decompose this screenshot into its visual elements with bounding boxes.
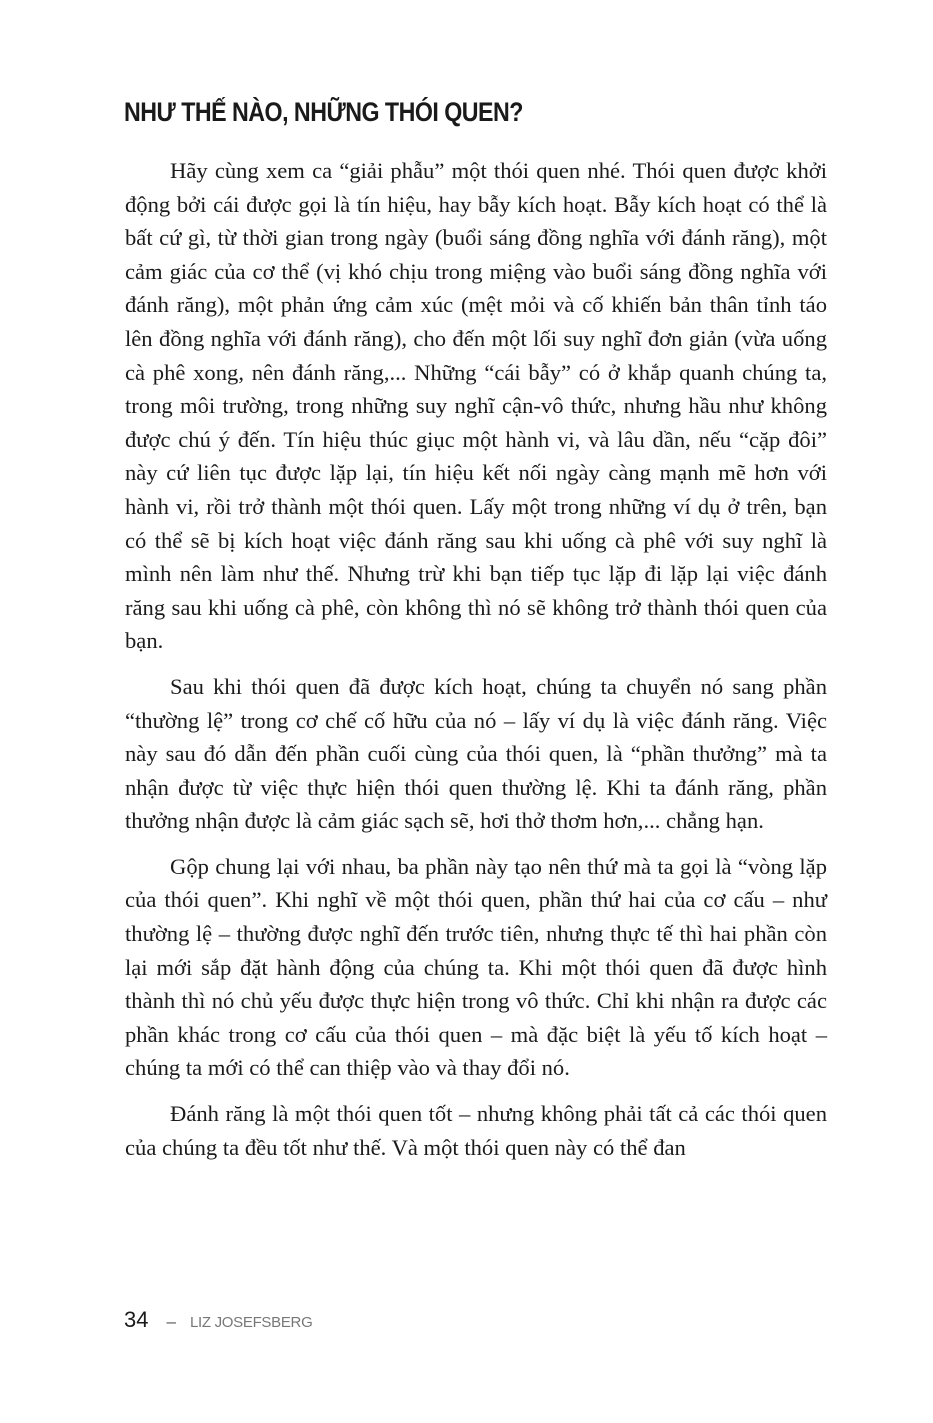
footer-separator: – xyxy=(166,1312,176,1331)
paragraph-2: Sau khi thói quen đã được kích hoạt, chúng ta chuyển nó sang phần “thường lệ” trong cơ chế cố hữu của nó – lấy ví dụ là việc đánh răng. Việc này sau đó dẫn đến phần cuối cùng của thói quen, là “phần thưởng” mà ta nhận được từ việc thực hiện thói quen thường lệ. Khi ta đánh răng, phần thưởng nhận được là cảm giác sạch sẽ, hơi thở thơm hơn,... chẳng hạn. xyxy=(125,673,827,834)
paragraph-3: Gộp chung lại với nhau, ba phần này tạo nên thứ mà ta gọi là “vòng lặp của thói quen”. Khi nghĩ về một thói quen, phần thứ hai của cơ cấu – như thường lệ – thường được nghĩ đến trước tiên, nhưng thực tế thì hai phần còn lại mới sắp đặt hành động của chúng ta. Khi một thói quen đã được hình thành thì nó chủ yếu được thực hiện trong vô thức. Chỉ khi nhận ra được các phần khác trong cơ cấu của thói quen – mà đặc biệt là yếu tố kích hoạt – chúng ta mới có thể can thiệp vào và thay đổi nó. xyxy=(125,853,827,1081)
author-name: LIZ JOSEFSBERG xyxy=(189,1314,313,1331)
paragraph-1: Hãy cùng xem ca “giải phẫu” một thói quen nhé. Thói quen được khởi động bởi cái được gọi là tín hiệu, hay bẫy kích hoạt. Bẫy kích hoạt có thể là bất cứ gì, từ thời gian trong ngày (buổi sáng đồng nghĩa với đánh răng), một cảm giác của cơ thể (vị khó chịu trong miệng vào buổi sáng đồng nghĩa với đánh răng), một phản ứng cảm xúc (mệt mỏi và cố khiến bản thân tỉnh táo lên đồng nghĩa với đánh răng), cho đến một lối suy nghĩ đơn giản (vừa uống cà phê xong, nên đánh răng,... Những “cái bẫy” có ở khắp quanh chúng ta, trong môi trường, trong những suy nghĩ cận-vô thức, nhưng hầu như không được chú ý đến. Tín hiệu thúc giục một hành vi, và lâu dần, nếu “cặp đôi” này cứ liên tục được lặp lại, tín hiệu kết nối ngày càng mạnh mẽ hơn với hành vi, rồi trở thành một thói quen. Lấy một trong những ví dụ ở trên, bạn có thể sẽ bị kích hoạt việc đánh răng sau khi uống cà phê với suy nghĩ là mình nên làm như thế. Nhưng trừ khi bạn tiếp tục lặp đi lặp lại việc đánh răng sau khi uống cà phê, còn không thì nó sẽ không trở thành thói quen của bạn. xyxy=(125,158,827,654)
section-heading: NHƯ THẾ NÀO, NHỮNG THÓI QUEN? xyxy=(124,97,523,127)
page-footer xyxy=(124,1307,312,1333)
body-text xyxy=(125,154,827,1176)
page-number: 34 xyxy=(124,1307,149,1332)
paragraph-4: Đánh răng là một thói quen tốt – nhưng không phải tất cả các thói quen của chúng ta đều tốt như thế. Và một thói quen này có thể đan xyxy=(125,1101,827,1160)
